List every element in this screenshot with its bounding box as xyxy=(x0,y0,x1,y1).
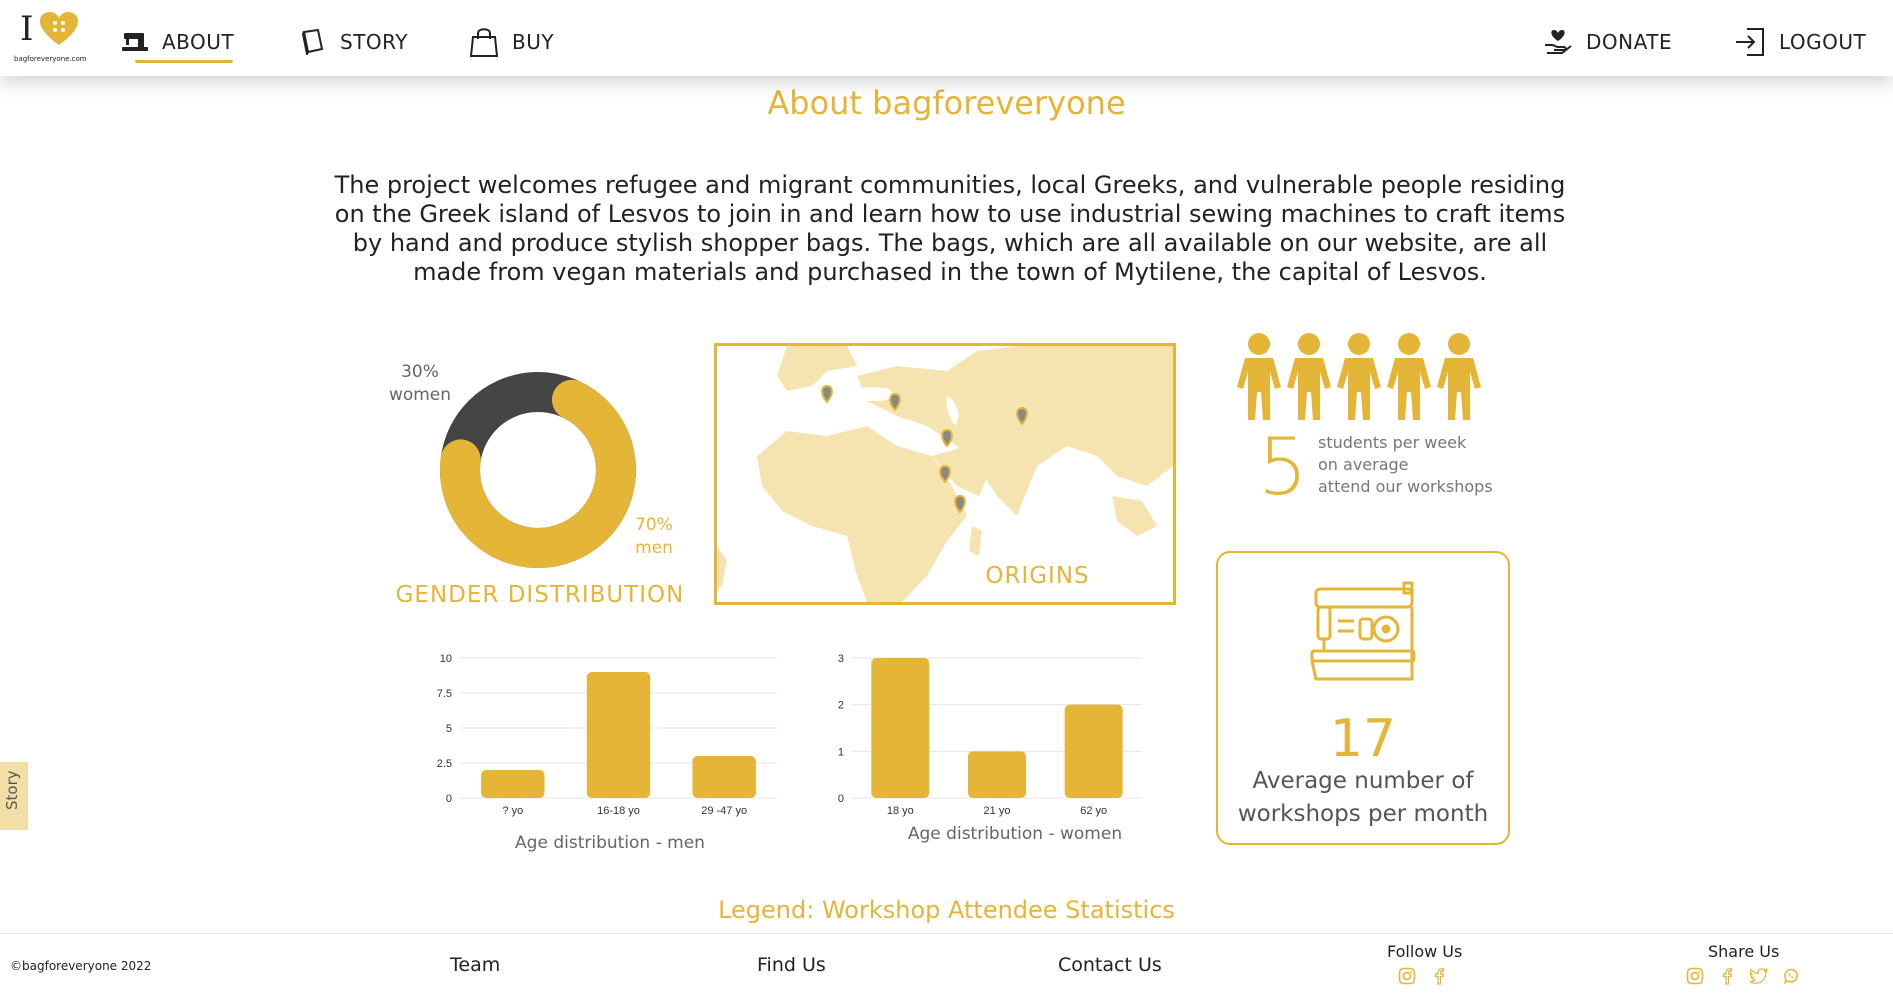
logo-domain: bagforeveryone.com xyxy=(14,55,87,63)
origins-title: ORIGINS xyxy=(985,563,1090,589)
women-chart-xtick-label: 21 yo xyxy=(983,805,1011,817)
brand-logo[interactable] xyxy=(14,9,87,66)
men-chart-xtick-label: 16-18 yo xyxy=(597,805,640,817)
students-description xyxy=(1318,432,1493,498)
donate-hand-heart-icon xyxy=(1544,29,1572,55)
story-side-tab[interactable] xyxy=(0,762,28,830)
share-us-heading: Share Us xyxy=(1708,942,1780,961)
sewing-machine-outline-icon xyxy=(1308,579,1420,691)
share-facebook-icon[interactable] xyxy=(1718,967,1736,985)
nav-about[interactable] xyxy=(122,22,234,62)
women-chart-ytick-label: 2 xyxy=(837,699,844,712)
follow-icons xyxy=(1398,967,1448,985)
students-line-1: students per week xyxy=(1318,433,1467,452)
men-chart-xtick-label: ? yo xyxy=(502,805,524,817)
footer-contact-link[interactable]: Contact Us xyxy=(1058,954,1162,976)
workshops-count: 17 xyxy=(1329,709,1397,769)
age-women-caption: Age distribution - women xyxy=(907,824,1123,844)
share-whatsapp-icon[interactable] xyxy=(1782,967,1800,985)
men-text: men xyxy=(635,538,673,558)
facebook-icon[interactable] xyxy=(1430,967,1448,985)
women-text: women xyxy=(388,385,452,405)
share-icons xyxy=(1686,967,1800,985)
workshops-line-1: Average number of xyxy=(1252,768,1474,794)
book-icon xyxy=(300,29,326,55)
nav-donate-label: DONATE xyxy=(1586,30,1673,54)
men-label xyxy=(628,514,680,560)
logout-icon xyxy=(1735,27,1765,57)
copyright: ©bagforeveryone 2022 xyxy=(10,959,152,973)
women-percent: 30% xyxy=(401,362,439,382)
men-chart-ytick-label: 5 xyxy=(445,723,452,735)
women-chart-bar xyxy=(1065,705,1123,798)
men-chart-bar xyxy=(481,770,544,798)
gender-distribution-title: GENDER DISTRIBUTION xyxy=(395,582,685,608)
women-chart-ytick-label: 0 xyxy=(837,793,844,805)
women-chart-ytick-label: 3 xyxy=(837,653,844,665)
men-chart-bar xyxy=(692,756,755,798)
women-chart-bar xyxy=(968,751,1026,798)
nav-buy[interactable] xyxy=(470,22,554,62)
intro-paragraph: The project welcomes refugee and migrant communities, local Greeks, and vulnerable people residing on the Greek island of Lesvos to join in and learn how to use industrial sewing machines to craft items by hand and produce stylish shopper bags. The bags, which are all available on our website, are all made from vegan materials and purchased in the town of Mytilene, the capital of Lesvos. xyxy=(334,171,1566,286)
nav-logout[interactable] xyxy=(1735,22,1866,62)
story-side-tab-label: Story xyxy=(3,770,21,810)
footer-find-us-link[interactable]: Find Us xyxy=(757,954,826,976)
nav-story-label: STORY xyxy=(340,30,408,54)
nav-logout-label: LOGOUT xyxy=(1779,30,1867,54)
age-women-bar-chart xyxy=(830,650,1160,825)
workshops-description xyxy=(1218,765,1508,831)
shopping-bag-icon xyxy=(470,27,498,57)
men-chart-ytick-label: 7.5 xyxy=(436,688,452,700)
women-chart-bar xyxy=(871,658,929,798)
men-chart-xtick-label: 29 -47 yo xyxy=(701,805,748,817)
age-men-bar-chart xyxy=(430,650,790,825)
age-men-caption: Age distribution - men xyxy=(515,833,705,853)
men-chart-bar xyxy=(587,672,650,798)
women-chart-xtick-label: 62 yo xyxy=(1080,805,1108,817)
men-chart-ytick-label: 10 xyxy=(439,653,452,665)
top-navbar xyxy=(0,0,1893,76)
people-group-icon xyxy=(1237,332,1487,422)
nav-story[interactable] xyxy=(300,22,408,62)
statistics-legend: Legend: Workshop Attendee Statistics xyxy=(718,896,1175,924)
sewing-machine-icon xyxy=(122,31,148,53)
women-label xyxy=(385,361,455,407)
share-instagram-icon[interactable] xyxy=(1686,967,1704,985)
footer-team-link[interactable]: Team xyxy=(450,954,501,976)
nav-buy-label: BUY xyxy=(512,30,555,54)
students-count: 5 xyxy=(1258,423,1308,513)
men-chart-ytick-label: 0 xyxy=(445,793,452,805)
women-chart-ytick-label: 1 xyxy=(837,746,844,759)
follow-us-heading: Follow Us xyxy=(1387,942,1463,961)
instagram-icon[interactable] xyxy=(1398,967,1416,985)
students-line-3: attend our workshops xyxy=(1318,477,1493,496)
men-chart-ytick-label: 2.5 xyxy=(436,758,452,770)
men-percent: 70% xyxy=(635,515,673,535)
page-title: About bagforeveryone xyxy=(767,84,1126,122)
students-line-2: on average xyxy=(1318,455,1409,474)
share-twitter-icon[interactable] xyxy=(1750,967,1768,985)
workshops-card xyxy=(1216,551,1510,845)
nav-about-label: ABOUT xyxy=(162,30,235,54)
nav-donate[interactable] xyxy=(1544,22,1672,62)
heart-button-icon xyxy=(40,12,78,46)
gender-donut-chart xyxy=(438,370,638,570)
women-chart-xtick-label: 18 yo xyxy=(886,805,914,817)
active-nav-indicator xyxy=(135,60,233,63)
workshops-line-2: workshops per month xyxy=(1237,801,1489,827)
footer xyxy=(0,933,1893,997)
logo-letter: I xyxy=(20,9,34,49)
